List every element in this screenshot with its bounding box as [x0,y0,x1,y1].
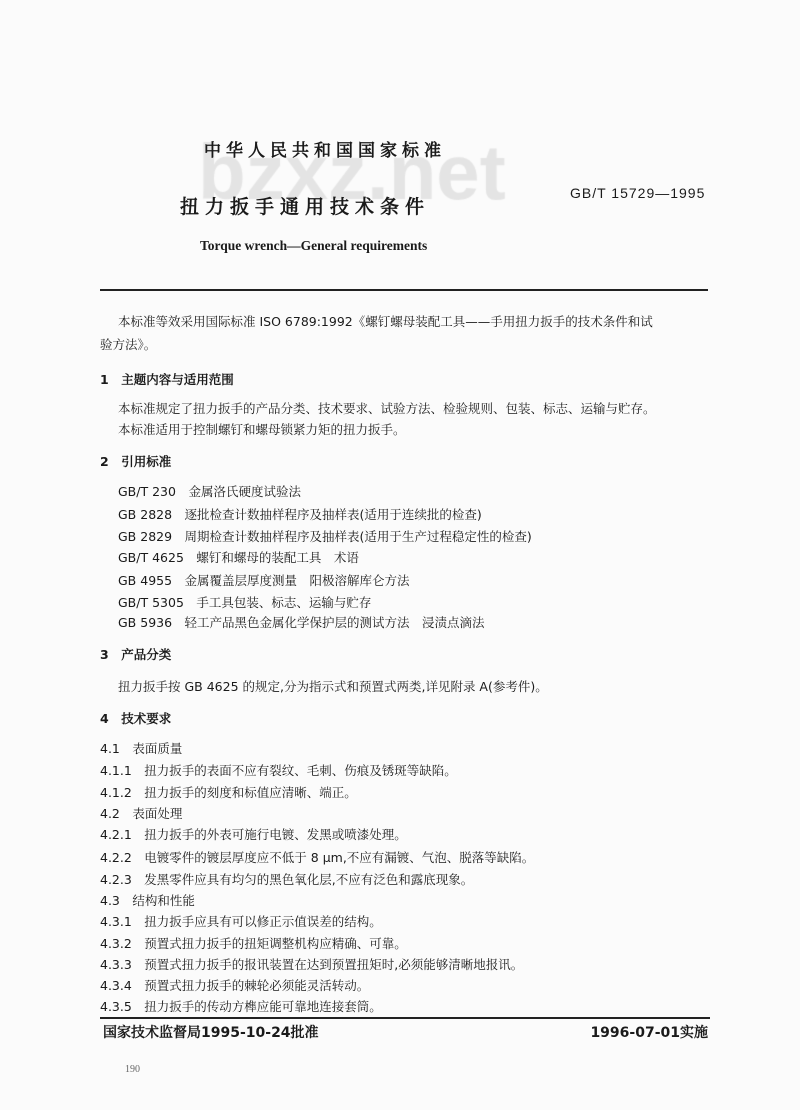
intro-line: 验方法》。 [100,337,157,352]
approval-date: 国家技术监督局1995-10-24批准 [103,1025,319,1041]
intro-line: 本标准等效采用国际标准 ISO 6789:1992《螺钉螺母装配工具——手用扭力扳手的技术条件和试 [118,314,653,329]
section-heading: 2 引用标准 [100,454,172,469]
section-heading: 4 技术要求 [100,711,172,726]
clause: 4.3.1 扭力扳手应具有可以修正示值误差的结构。 [100,914,382,929]
english-title: Torque wrench—General requirements [200,238,428,253]
reference-item: GB/T 4625 螺钉和螺母的装配工具 术语 [118,550,359,565]
clause: 4.3 结构和性能 [100,893,195,908]
reference-item: GB/T 230 金属洛氏硬度试验法 [118,484,301,499]
reference-item: GB/T 5305 手工具包装、标志、运输与贮存 [118,595,372,610]
paragraph: 本标准规定了扭力扳手的产品分类、技术要求、试验方法、检验规则、包装、标志、运输与贮存。 [118,401,656,416]
clause: 4.1 表面质量 [100,741,183,756]
footer-rule [100,1017,710,1019]
clause: 4.2.3 发黑零件应具有均匀的黑色氧化层,不应有泛色和露底现象。 [100,872,474,887]
header-rule [100,289,708,291]
effective-date: 1996-07-01实施 [590,1025,708,1041]
reference-item: GB 5936 轻工产品黑色金属化学保护层的测试方法 浸渍点滴法 [118,615,485,630]
clause: 4.2.2 电镀零件的镀层厚度应不低于 8 μm,不应有漏镀、气泡、脱落等缺陷。 [100,850,535,865]
reference-item: GB 2829 周期检查计数抽样程序及抽样表(适用于生产过程稳定性的检查) [118,529,532,544]
clause: 4.2 表面处理 [100,806,183,821]
clause: 4.1.2 扭力扳手的刻度和标值应清晰、端正。 [100,785,357,800]
clause: 4.2.1 扭力扳手的外表可施行电镀、发黑或喷漆处理。 [100,827,407,842]
clause: 4.3.4 预置式扭力扳手的棘轮必须能灵活转动。 [100,978,370,993]
clause: 4.3.3 预置式扭力扳手的报讯装置在达到预置扭矩时,必须能够清晰地报讯。 [100,957,524,972]
document-title: 扭力扳手通用技术条件 [180,196,431,218]
national-standard-title: 中华人民共和国国家标准 [204,141,446,161]
reference-item: GB 4955 金属覆盖层厚度测量 阳极溶解库仑方法 [118,573,410,588]
paragraph: 本标准适用于控制螺钉和螺母锁紧力矩的扭力扳手。 [118,422,406,437]
paragraph: 扭力扳手按 GB 4625 的规定,分为指示式和预置式两类,详见附录 A(参考件)。 [118,679,548,694]
clause: 4.1.1 扭力扳手的表面不应有裂纹、毛刺、伤痕及锈斑等缺陷。 [100,763,457,778]
standard-code: GB/T 15729—1995 [570,185,706,201]
section-heading: 1 主题内容与适用范围 [100,372,234,387]
section-heading: 3 产品分类 [100,647,172,662]
reference-item: GB 2828 逐批检查计数抽样程序及抽样表(适用于连续批的检查) [118,507,482,522]
page-number: 190 [125,1064,140,1075]
clause: 4.3.5 扭力扳手的传动方榫应能可靠地连接套筒。 [100,999,382,1014]
clause: 4.3.2 预置式扭力扳手的扭矩调整机构应精确、可靠。 [100,936,407,951]
